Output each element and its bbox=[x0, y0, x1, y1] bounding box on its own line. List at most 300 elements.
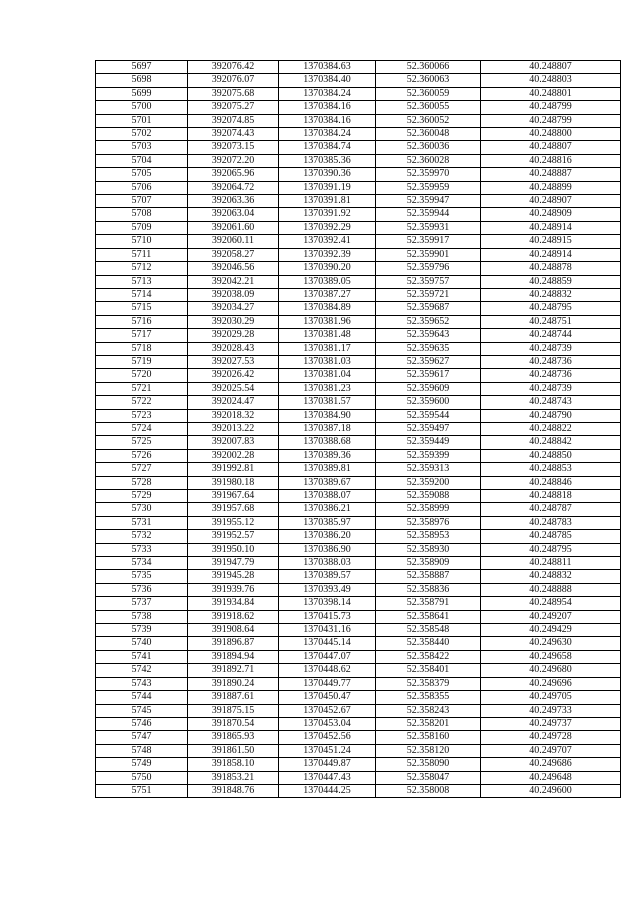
latitude-cell: 52.358909 bbox=[376, 557, 481, 570]
longitude-cell: 40.248795 bbox=[481, 543, 621, 556]
longitude-cell: 40.248954 bbox=[481, 597, 621, 610]
longitude-cell: 40.248909 bbox=[481, 208, 621, 221]
table-row bbox=[96, 195, 621, 208]
x-coordinate-cell: 391950.10 bbox=[188, 543, 279, 556]
point-number-cell: 5730 bbox=[96, 503, 188, 516]
latitude-cell: 52.360028 bbox=[376, 154, 481, 167]
x-coordinate-cell: 391865.93 bbox=[188, 731, 279, 744]
table-row bbox=[96, 543, 621, 556]
y-coordinate-cell: 1370381.03 bbox=[279, 355, 376, 368]
longitude-cell: 40.249630 bbox=[481, 637, 621, 650]
y-coordinate-cell: 1370381.04 bbox=[279, 369, 376, 382]
x-coordinate-cell: 391918.62 bbox=[188, 610, 279, 623]
x-coordinate-cell: 392042.21 bbox=[188, 275, 279, 288]
longitude-cell: 40.248807 bbox=[481, 141, 621, 154]
x-coordinate-cell: 391894.94 bbox=[188, 650, 279, 663]
table-row bbox=[96, 141, 621, 154]
x-coordinate-cell: 392073.15 bbox=[188, 141, 279, 154]
point-number-cell: 5740 bbox=[96, 637, 188, 650]
longitude-cell: 40.249686 bbox=[481, 758, 621, 771]
latitude-cell: 52.359088 bbox=[376, 490, 481, 503]
table-row bbox=[96, 476, 621, 489]
latitude-cell: 52.359959 bbox=[376, 181, 481, 194]
longitude-cell: 40.248807 bbox=[481, 61, 621, 74]
table-row bbox=[96, 717, 621, 730]
x-coordinate-cell: 391896.87 bbox=[188, 637, 279, 650]
x-coordinate-cell: 391858.10 bbox=[188, 758, 279, 771]
y-coordinate-cell: 1370450.47 bbox=[279, 691, 376, 704]
longitude-cell: 40.249705 bbox=[481, 691, 621, 704]
latitude-cell: 52.359449 bbox=[376, 436, 481, 449]
point-number-cell: 5743 bbox=[96, 677, 188, 690]
point-number-cell: 5713 bbox=[96, 275, 188, 288]
longitude-cell: 40.248799 bbox=[481, 114, 621, 127]
point-number-cell: 5737 bbox=[96, 597, 188, 610]
table-row bbox=[96, 758, 621, 771]
x-coordinate-cell: 391875.15 bbox=[188, 704, 279, 717]
latitude-cell: 52.358160 bbox=[376, 731, 481, 744]
y-coordinate-cell: 1370389.57 bbox=[279, 570, 376, 583]
longitude-cell: 40.248822 bbox=[481, 422, 621, 435]
latitude-cell: 52.359544 bbox=[376, 409, 481, 422]
y-coordinate-cell: 1370389.67 bbox=[279, 476, 376, 489]
point-number-cell: 5697 bbox=[96, 61, 188, 74]
point-number-cell: 5699 bbox=[96, 87, 188, 100]
latitude-cell: 52.358243 bbox=[376, 704, 481, 717]
x-coordinate-cell: 391892.71 bbox=[188, 664, 279, 677]
y-coordinate-cell: 1370384.63 bbox=[279, 61, 376, 74]
latitude-cell: 52.358047 bbox=[376, 771, 481, 784]
y-coordinate-cell: 1370381.57 bbox=[279, 396, 376, 409]
longitude-cell: 40.248887 bbox=[481, 168, 621, 181]
point-number-cell: 5712 bbox=[96, 262, 188, 275]
table-row bbox=[96, 557, 621, 570]
x-coordinate-cell: 391947.79 bbox=[188, 557, 279, 570]
y-coordinate-cell: 1370386.20 bbox=[279, 530, 376, 543]
longitude-cell: 40.248787 bbox=[481, 503, 621, 516]
table-row bbox=[96, 61, 621, 74]
point-number-cell: 5722 bbox=[96, 396, 188, 409]
point-number-cell: 5704 bbox=[96, 154, 188, 167]
table-row bbox=[96, 436, 621, 449]
point-number-cell: 5733 bbox=[96, 543, 188, 556]
longitude-cell: 40.249658 bbox=[481, 650, 621, 663]
latitude-cell: 52.358930 bbox=[376, 543, 481, 556]
y-coordinate-cell: 1370386.90 bbox=[279, 543, 376, 556]
longitude-cell: 40.248790 bbox=[481, 409, 621, 422]
table-row bbox=[96, 288, 621, 301]
y-coordinate-cell: 1370431.16 bbox=[279, 624, 376, 637]
y-coordinate-cell: 1370385.97 bbox=[279, 516, 376, 529]
x-coordinate-cell: 392060.11 bbox=[188, 235, 279, 248]
latitude-cell: 52.359721 bbox=[376, 288, 481, 301]
point-number-cell: 5700 bbox=[96, 101, 188, 114]
point-number-cell: 5698 bbox=[96, 74, 188, 87]
y-coordinate-cell: 1370384.89 bbox=[279, 302, 376, 315]
point-number-cell: 5723 bbox=[96, 409, 188, 422]
longitude-cell: 40.248914 bbox=[481, 221, 621, 234]
table-row bbox=[96, 597, 621, 610]
longitude-cell: 40.249733 bbox=[481, 704, 621, 717]
point-number-cell: 5741 bbox=[96, 650, 188, 663]
table-row bbox=[96, 168, 621, 181]
latitude-cell: 52.359313 bbox=[376, 463, 481, 476]
x-coordinate-cell: 392034.27 bbox=[188, 302, 279, 315]
latitude-cell: 52.359757 bbox=[376, 275, 481, 288]
point-number-cell: 5711 bbox=[96, 248, 188, 261]
y-coordinate-cell: 1370452.67 bbox=[279, 704, 376, 717]
longitude-cell: 40.248743 bbox=[481, 396, 621, 409]
x-coordinate-cell: 392074.85 bbox=[188, 114, 279, 127]
x-coordinate-cell: 392038.09 bbox=[188, 288, 279, 301]
latitude-cell: 52.358090 bbox=[376, 758, 481, 771]
point-number-cell: 5718 bbox=[96, 342, 188, 355]
point-number-cell: 5751 bbox=[96, 784, 188, 797]
y-coordinate-cell: 1370389.81 bbox=[279, 463, 376, 476]
latitude-cell: 52.359652 bbox=[376, 315, 481, 328]
x-coordinate-cell: 391890.24 bbox=[188, 677, 279, 690]
point-number-cell: 5735 bbox=[96, 570, 188, 583]
latitude-cell: 52.360063 bbox=[376, 74, 481, 87]
table-row bbox=[96, 154, 621, 167]
latitude-cell: 52.358422 bbox=[376, 650, 481, 663]
point-number-cell: 5745 bbox=[96, 704, 188, 717]
y-coordinate-cell: 1370387.18 bbox=[279, 422, 376, 435]
longitude-cell: 40.248842 bbox=[481, 436, 621, 449]
latitude-cell: 52.359944 bbox=[376, 208, 481, 221]
y-coordinate-cell: 1370391.92 bbox=[279, 208, 376, 221]
x-coordinate-cell: 392076.42 bbox=[188, 61, 279, 74]
y-coordinate-cell: 1370389.05 bbox=[279, 275, 376, 288]
longitude-cell: 40.248736 bbox=[481, 355, 621, 368]
point-number-cell: 5742 bbox=[96, 664, 188, 677]
y-coordinate-cell: 1370449.77 bbox=[279, 677, 376, 690]
latitude-cell: 52.359687 bbox=[376, 302, 481, 315]
table-row bbox=[96, 691, 621, 704]
latitude-cell: 52.360059 bbox=[376, 87, 481, 100]
latitude-cell: 52.359635 bbox=[376, 342, 481, 355]
point-number-cell: 5707 bbox=[96, 195, 188, 208]
table-row bbox=[96, 101, 621, 114]
x-coordinate-cell: 391848.76 bbox=[188, 784, 279, 797]
x-coordinate-cell: 391955.12 bbox=[188, 516, 279, 529]
latitude-cell: 52.359617 bbox=[376, 369, 481, 382]
latitude-cell: 52.359643 bbox=[376, 329, 481, 342]
table-row bbox=[96, 355, 621, 368]
x-coordinate-cell: 392027.53 bbox=[188, 355, 279, 368]
point-number-cell: 5732 bbox=[96, 530, 188, 543]
y-coordinate-cell: 1370381.17 bbox=[279, 342, 376, 355]
longitude-cell: 40.248795 bbox=[481, 302, 621, 315]
table-row bbox=[96, 664, 621, 677]
point-number-cell: 5727 bbox=[96, 463, 188, 476]
latitude-cell: 52.358008 bbox=[376, 784, 481, 797]
longitude-cell: 40.248915 bbox=[481, 235, 621, 248]
x-coordinate-cell: 392075.27 bbox=[188, 101, 279, 114]
y-coordinate-cell: 1370445.14 bbox=[279, 637, 376, 650]
x-coordinate-cell: 392025.54 bbox=[188, 382, 279, 395]
y-coordinate-cell: 1370392.39 bbox=[279, 248, 376, 261]
latitude-cell: 52.358401 bbox=[376, 664, 481, 677]
x-coordinate-cell: 391887.61 bbox=[188, 691, 279, 704]
point-number-cell: 5709 bbox=[96, 221, 188, 234]
longitude-cell: 40.248907 bbox=[481, 195, 621, 208]
longitude-cell: 40.249696 bbox=[481, 677, 621, 690]
latitude-cell: 52.358355 bbox=[376, 691, 481, 704]
table-row bbox=[96, 624, 621, 637]
latitude-cell: 52.358836 bbox=[376, 583, 481, 596]
longitude-cell: 40.248914 bbox=[481, 248, 621, 261]
table-row bbox=[96, 570, 621, 583]
y-coordinate-cell: 1370390.36 bbox=[279, 168, 376, 181]
point-number-cell: 5734 bbox=[96, 557, 188, 570]
x-coordinate-cell: 392061.60 bbox=[188, 221, 279, 234]
x-coordinate-cell: 391945.28 bbox=[188, 570, 279, 583]
x-coordinate-cell: 392058.27 bbox=[188, 248, 279, 261]
latitude-cell: 52.359399 bbox=[376, 449, 481, 462]
x-coordinate-cell: 392063.36 bbox=[188, 195, 279, 208]
y-coordinate-cell: 1370388.68 bbox=[279, 436, 376, 449]
x-coordinate-cell: 391870.54 bbox=[188, 717, 279, 730]
longitude-cell: 40.248846 bbox=[481, 476, 621, 489]
y-coordinate-cell: 1370384.16 bbox=[279, 101, 376, 114]
longitude-cell: 40.248739 bbox=[481, 382, 621, 395]
y-coordinate-cell: 1370387.27 bbox=[279, 288, 376, 301]
longitude-cell: 40.248899 bbox=[481, 181, 621, 194]
x-coordinate-cell: 391992.81 bbox=[188, 463, 279, 476]
latitude-cell: 52.360066 bbox=[376, 61, 481, 74]
y-coordinate-cell: 1370448.62 bbox=[279, 664, 376, 677]
table-row bbox=[96, 181, 621, 194]
table-row bbox=[96, 650, 621, 663]
point-number-cell: 5710 bbox=[96, 235, 188, 248]
longitude-cell: 40.248783 bbox=[481, 516, 621, 529]
point-number-cell: 5716 bbox=[96, 315, 188, 328]
y-coordinate-cell: 1370391.81 bbox=[279, 195, 376, 208]
point-number-cell: 5702 bbox=[96, 128, 188, 141]
latitude-cell: 52.358548 bbox=[376, 624, 481, 637]
table-row bbox=[96, 490, 621, 503]
x-coordinate-cell: 392063.04 bbox=[188, 208, 279, 221]
table-row bbox=[96, 463, 621, 476]
y-coordinate-cell: 1370384.90 bbox=[279, 409, 376, 422]
y-coordinate-cell: 1370451.24 bbox=[279, 744, 376, 757]
table-row bbox=[96, 530, 621, 543]
latitude-cell: 52.359970 bbox=[376, 168, 481, 181]
table-row bbox=[96, 262, 621, 275]
y-coordinate-cell: 1370452.56 bbox=[279, 731, 376, 744]
longitude-cell: 40.249680 bbox=[481, 664, 621, 677]
y-coordinate-cell: 1370384.74 bbox=[279, 141, 376, 154]
longitude-cell: 40.248739 bbox=[481, 342, 621, 355]
table-row bbox=[96, 235, 621, 248]
y-coordinate-cell: 1370392.41 bbox=[279, 235, 376, 248]
point-number-cell: 5725 bbox=[96, 436, 188, 449]
table-row bbox=[96, 516, 621, 529]
point-number-cell: 5738 bbox=[96, 610, 188, 623]
latitude-cell: 52.359917 bbox=[376, 235, 481, 248]
table-row bbox=[96, 396, 621, 409]
x-coordinate-cell: 391980.18 bbox=[188, 476, 279, 489]
table-row bbox=[96, 744, 621, 757]
table-row bbox=[96, 704, 621, 717]
point-number-cell: 5728 bbox=[96, 476, 188, 489]
x-coordinate-cell: 392030.29 bbox=[188, 315, 279, 328]
y-coordinate-cell: 1370390.20 bbox=[279, 262, 376, 275]
latitude-cell: 52.358201 bbox=[376, 717, 481, 730]
point-number-cell: 5736 bbox=[96, 583, 188, 596]
table-row bbox=[96, 302, 621, 315]
latitude-cell: 52.359796 bbox=[376, 262, 481, 275]
longitude-cell: 40.249429 bbox=[481, 624, 621, 637]
longitude-cell: 40.248888 bbox=[481, 583, 621, 596]
point-number-cell: 5705 bbox=[96, 168, 188, 181]
point-number-cell: 5721 bbox=[96, 382, 188, 395]
longitude-cell: 40.248859 bbox=[481, 275, 621, 288]
x-coordinate-cell: 392018.32 bbox=[188, 409, 279, 422]
y-coordinate-cell: 1370393.49 bbox=[279, 583, 376, 596]
longitude-cell: 40.248744 bbox=[481, 329, 621, 342]
x-coordinate-cell: 392076.07 bbox=[188, 74, 279, 87]
latitude-cell: 52.358791 bbox=[376, 597, 481, 610]
y-coordinate-cell: 1370384.24 bbox=[279, 87, 376, 100]
x-coordinate-cell: 392007.83 bbox=[188, 436, 279, 449]
x-coordinate-cell: 392026.42 bbox=[188, 369, 279, 382]
latitude-cell: 52.359600 bbox=[376, 396, 481, 409]
y-coordinate-cell: 1370415.73 bbox=[279, 610, 376, 623]
x-coordinate-cell: 391861.50 bbox=[188, 744, 279, 757]
y-coordinate-cell: 1370398.14 bbox=[279, 597, 376, 610]
latitude-cell: 52.358379 bbox=[376, 677, 481, 690]
table-row bbox=[96, 610, 621, 623]
table-row bbox=[96, 342, 621, 355]
y-coordinate-cell: 1370381.96 bbox=[279, 315, 376, 328]
latitude-cell: 52.360048 bbox=[376, 128, 481, 141]
y-coordinate-cell: 1370388.07 bbox=[279, 490, 376, 503]
point-number-cell: 5747 bbox=[96, 731, 188, 744]
longitude-cell: 40.249648 bbox=[481, 771, 621, 784]
latitude-cell: 52.358976 bbox=[376, 516, 481, 529]
y-coordinate-cell: 1370391.19 bbox=[279, 181, 376, 194]
y-coordinate-cell: 1370388.03 bbox=[279, 557, 376, 570]
longitude-cell: 40.249737 bbox=[481, 717, 621, 730]
longitude-cell: 40.248878 bbox=[481, 262, 621, 275]
table-row bbox=[96, 382, 621, 395]
table-row bbox=[96, 114, 621, 127]
table-row bbox=[96, 583, 621, 596]
table-row bbox=[96, 221, 621, 234]
y-coordinate-cell: 1370447.43 bbox=[279, 771, 376, 784]
table-row bbox=[96, 677, 621, 690]
table-row bbox=[96, 771, 621, 784]
longitude-cell: 40.248832 bbox=[481, 570, 621, 583]
point-number-cell: 5708 bbox=[96, 208, 188, 221]
point-number-cell: 5714 bbox=[96, 288, 188, 301]
table-row bbox=[96, 731, 621, 744]
x-coordinate-cell: 392002.28 bbox=[188, 449, 279, 462]
y-coordinate-cell: 1370385.36 bbox=[279, 154, 376, 167]
latitude-cell: 52.360052 bbox=[376, 114, 481, 127]
table-row bbox=[96, 409, 621, 422]
latitude-cell: 52.359627 bbox=[376, 355, 481, 368]
table-row bbox=[96, 128, 621, 141]
point-number-cell: 5717 bbox=[96, 329, 188, 342]
x-coordinate-cell: 392075.68 bbox=[188, 87, 279, 100]
y-coordinate-cell: 1370449.87 bbox=[279, 758, 376, 771]
longitude-cell: 40.248800 bbox=[481, 128, 621, 141]
latitude-cell: 52.358999 bbox=[376, 503, 481, 516]
longitude-cell: 40.248801 bbox=[481, 87, 621, 100]
point-number-cell: 5748 bbox=[96, 744, 188, 757]
table-row bbox=[96, 87, 621, 100]
y-coordinate-cell: 1370384.16 bbox=[279, 114, 376, 127]
longitude-cell: 40.248832 bbox=[481, 288, 621, 301]
latitude-cell: 52.359200 bbox=[376, 476, 481, 489]
y-coordinate-cell: 1370453.04 bbox=[279, 717, 376, 730]
x-coordinate-cell: 391934.84 bbox=[188, 597, 279, 610]
latitude-cell: 52.359609 bbox=[376, 382, 481, 395]
longitude-cell: 40.248818 bbox=[481, 490, 621, 503]
x-coordinate-cell: 392074.43 bbox=[188, 128, 279, 141]
point-number-cell: 5750 bbox=[96, 771, 188, 784]
point-number-cell: 5731 bbox=[96, 516, 188, 529]
y-coordinate-cell: 1370384.40 bbox=[279, 74, 376, 87]
point-number-cell: 5706 bbox=[96, 181, 188, 194]
x-coordinate-cell: 392013.22 bbox=[188, 422, 279, 435]
x-coordinate-cell: 392072.20 bbox=[188, 154, 279, 167]
longitude-cell: 40.248803 bbox=[481, 74, 621, 87]
latitude-cell: 52.359947 bbox=[376, 195, 481, 208]
point-number-cell: 5703 bbox=[96, 141, 188, 154]
coordinate-table-body bbox=[96, 61, 621, 798]
y-coordinate-cell: 1370386.21 bbox=[279, 503, 376, 516]
y-coordinate-cell: 1370384.24 bbox=[279, 128, 376, 141]
point-number-cell: 5720 bbox=[96, 369, 188, 382]
latitude-cell: 52.360055 bbox=[376, 101, 481, 114]
latitude-cell: 52.358641 bbox=[376, 610, 481, 623]
table-row bbox=[96, 422, 621, 435]
point-number-cell: 5739 bbox=[96, 624, 188, 637]
x-coordinate-cell: 392046.56 bbox=[188, 262, 279, 275]
x-coordinate-cell: 392024.47 bbox=[188, 396, 279, 409]
y-coordinate-cell: 1370444.25 bbox=[279, 784, 376, 797]
x-coordinate-cell: 391853.21 bbox=[188, 771, 279, 784]
latitude-cell: 52.359931 bbox=[376, 221, 481, 234]
point-number-cell: 5749 bbox=[96, 758, 188, 771]
x-coordinate-cell: 392029.28 bbox=[188, 329, 279, 342]
longitude-cell: 40.248736 bbox=[481, 369, 621, 382]
latitude-cell: 52.359497 bbox=[376, 422, 481, 435]
latitude-cell: 52.358887 bbox=[376, 570, 481, 583]
longitude-cell: 40.248751 bbox=[481, 315, 621, 328]
y-coordinate-cell: 1370447.07 bbox=[279, 650, 376, 663]
x-coordinate-cell: 391957.68 bbox=[188, 503, 279, 516]
latitude-cell: 52.358120 bbox=[376, 744, 481, 757]
table-row bbox=[96, 315, 621, 328]
point-number-cell: 5719 bbox=[96, 355, 188, 368]
table-row bbox=[96, 784, 621, 797]
point-number-cell: 5729 bbox=[96, 490, 188, 503]
table-row bbox=[96, 449, 621, 462]
table-row bbox=[96, 329, 621, 342]
y-coordinate-cell: 1370389.36 bbox=[279, 449, 376, 462]
table-row bbox=[96, 503, 621, 516]
longitude-cell: 40.248811 bbox=[481, 557, 621, 570]
table-row bbox=[96, 208, 621, 221]
longitude-cell: 40.249728 bbox=[481, 731, 621, 744]
longitude-cell: 40.249707 bbox=[481, 744, 621, 757]
y-coordinate-cell: 1370381.48 bbox=[279, 329, 376, 342]
